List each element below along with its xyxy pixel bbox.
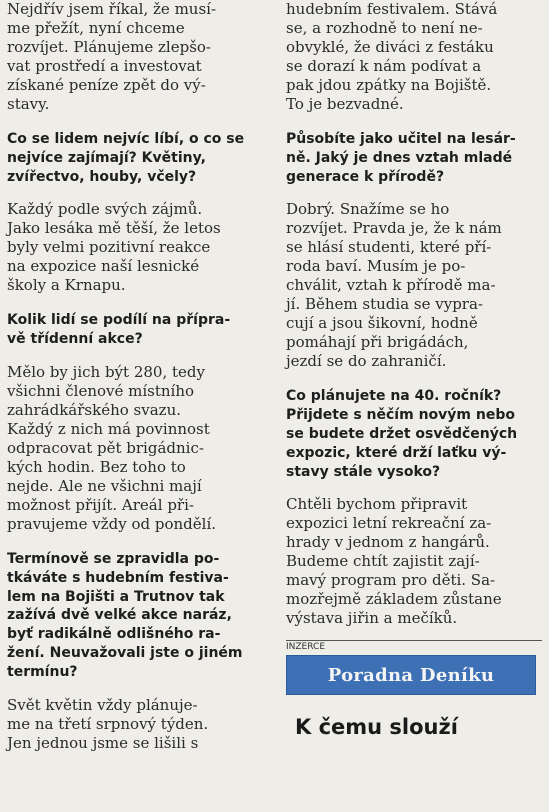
paragraph-gap: [286, 114, 542, 130]
left-column: [7, 0, 269, 753]
text-line: expozici letní rekreační za-: [286, 514, 492, 533]
text-line: Jako lesáka mě těší, že letos: [7, 219, 221, 238]
text-line: všichni členové místního: [7, 381, 195, 400]
paragraph-gap: [7, 349, 269, 363]
text-line: obvyklé, že diváci z festáku: [286, 38, 494, 56]
interview-question: [286, 130, 542, 186]
text-line: Jen jednou jsme se lišili s: [7, 733, 199, 752]
interview-question: [7, 130, 269, 186]
text-line: ně. Jaký je dnes vztah mladé: [286, 149, 513, 166]
text-line: byly velmi pozitivní reakce: [7, 238, 211, 257]
text-line: nejvíce zajímají? Květiny,: [7, 149, 206, 166]
text-line: se, a rozhodně to není ne-: [286, 19, 483, 37]
text-line: na expozice naší lesnické: [7, 257, 200, 276]
text-line: Dobrý. Snažíme se ho: [286, 200, 450, 219]
text-line: pak jdou zpátky na Bojiště.: [286, 76, 492, 94]
text-line: vě třídenní akce?: [7, 331, 143, 348]
text-line: zažívá dvě velké akce naráz,: [7, 607, 232, 624]
text-line: se dorazí k nám podívat a: [286, 57, 482, 75]
interview-answer: [7, 0, 269, 114]
interview-answer: [286, 200, 542, 371]
text-line: generace k přírodě?: [286, 168, 445, 185]
interview-answer: [286, 0, 542, 114]
text-line: Působíte jako učitel na lesár-: [286, 131, 516, 147]
text-line: školy a Krnapu.: [7, 276, 126, 295]
text-line: expozic, které drží laťku vý-: [286, 444, 507, 461]
ad-divider: [286, 640, 542, 641]
right-column: [286, 0, 542, 739]
paragraph-gap: [7, 186, 269, 200]
text-line: tkáváte s hudebním festiva-: [7, 569, 229, 586]
text-line: rozvíjet. Pravda je, že k nám: [286, 219, 502, 238]
text-line: Co plánujete na 40. ročník?: [286, 388, 502, 405]
text-line: Přijdete s něčím novým nebo: [286, 407, 515, 424]
text-line: výstava jiřin a mečíků.: [286, 609, 458, 628]
text-line: pomáhají při brigádách,: [286, 333, 469, 352]
interview-question: [7, 311, 269, 349]
text-line: stavy.: [7, 95, 50, 113]
text-line: odpracovat pět brigádnic-: [7, 438, 204, 457]
text-line: vat prostředí a investovat: [7, 57, 202, 75]
text-line: roda baví. Musím je po-: [286, 257, 466, 276]
interview-question: [286, 387, 542, 481]
text-line: lem na Bojišti a Trutnov tak: [7, 588, 225, 605]
text-line: se budete držet osvědčených: [286, 425, 518, 442]
ad-banner-text: Poradna Deníku: [327, 664, 495, 686]
ad-banner[interactable]: [286, 655, 536, 695]
text-line: chválit, vztah k přírodě ma-: [286, 276, 496, 295]
paragraph-gap: [7, 682, 269, 696]
text-line: Budeme chtít zajistit zají-: [286, 552, 480, 571]
interview-answer: [7, 363, 269, 534]
text-line: kých hodin. Bez toho to: [7, 457, 186, 476]
text-line: Každý podle svých zájmů.: [7, 200, 203, 219]
paragraph-gap: [7, 114, 269, 130]
ad-headline: K čemu slouží: [295, 715, 458, 740]
text-line: Nejdřív jsem říkal, že musí-: [7, 0, 217, 18]
text-line: žení. Neuvažovali jste o jiném: [7, 644, 243, 661]
text-line: zahrádkářského svazu.: [7, 400, 181, 419]
text-line: stavy stále vysoko?: [286, 463, 441, 480]
paragraph-gap: [286, 186, 542, 200]
text-line: To je bezvadné.: [286, 95, 404, 113]
text-line: termínu?: [7, 663, 78, 680]
text-line: pravujeme vždy od pondělí.: [7, 514, 217, 533]
text-line: Kolik lidí se podílí na přípra-: [7, 312, 231, 329]
text-line: Termínově se zpravidla po-: [7, 550, 220, 567]
text-line: Každý z nich má povinnost: [7, 419, 210, 438]
text-line: se hlásí studenti, které pří-: [286, 238, 492, 257]
text-line: zvířectvo, houby, včely?: [7, 168, 197, 185]
text-line: Svět květin vždy plánuje-: [7, 695, 198, 714]
text-line: me přežít, nyní chceme: [7, 19, 185, 37]
text-line: hudebním festivalem. Stává: [286, 0, 498, 18]
text-line: byť radikálně odlišného ra-: [7, 626, 221, 643]
text-line: hrady v jednom z hangárů.: [286, 533, 490, 552]
text-line: mavý program pro děti. Sa-: [286, 571, 496, 590]
interview-answer: [7, 696, 269, 753]
text-line: možnost přijít. Areál při-: [7, 495, 194, 514]
text-line: Chtěli bychom připravit: [286, 495, 468, 514]
interview-question: [7, 550, 269, 682]
text-line: jí. Během studia se vypra-: [286, 295, 483, 314]
right-column-body: [286, 0, 542, 628]
text-line: me na třetí srpnový týden.: [7, 714, 209, 733]
text-line: získané peníze zpět do vý-: [7, 76, 206, 94]
text-line: Mělo by jich být 280, tedy: [7, 362, 205, 381]
interview-answer: [286, 495, 542, 628]
paragraph-gap: [286, 481, 542, 495]
paragraph-gap: [286, 371, 542, 387]
text-line: nejde. Ale ne všichni mají: [7, 476, 202, 495]
text-line: Co se lidem nejvíc líbí, o co se: [7, 131, 245, 147]
text-line: mozřejmě základem zůstane: [286, 590, 502, 609]
text-line: cují a jsou šikovní, hodně: [286, 314, 478, 333]
paragraph-gap: [7, 534, 269, 550]
interview-answer: [7, 200, 269, 295]
ad-label: INZERCE: [286, 642, 326, 653]
paragraph-gap: [7, 295, 269, 311]
text-line: jezdí se do zahraničí.: [286, 352, 447, 371]
text-line: rozvíjet. Plánujeme zlepšo-: [7, 38, 211, 56]
